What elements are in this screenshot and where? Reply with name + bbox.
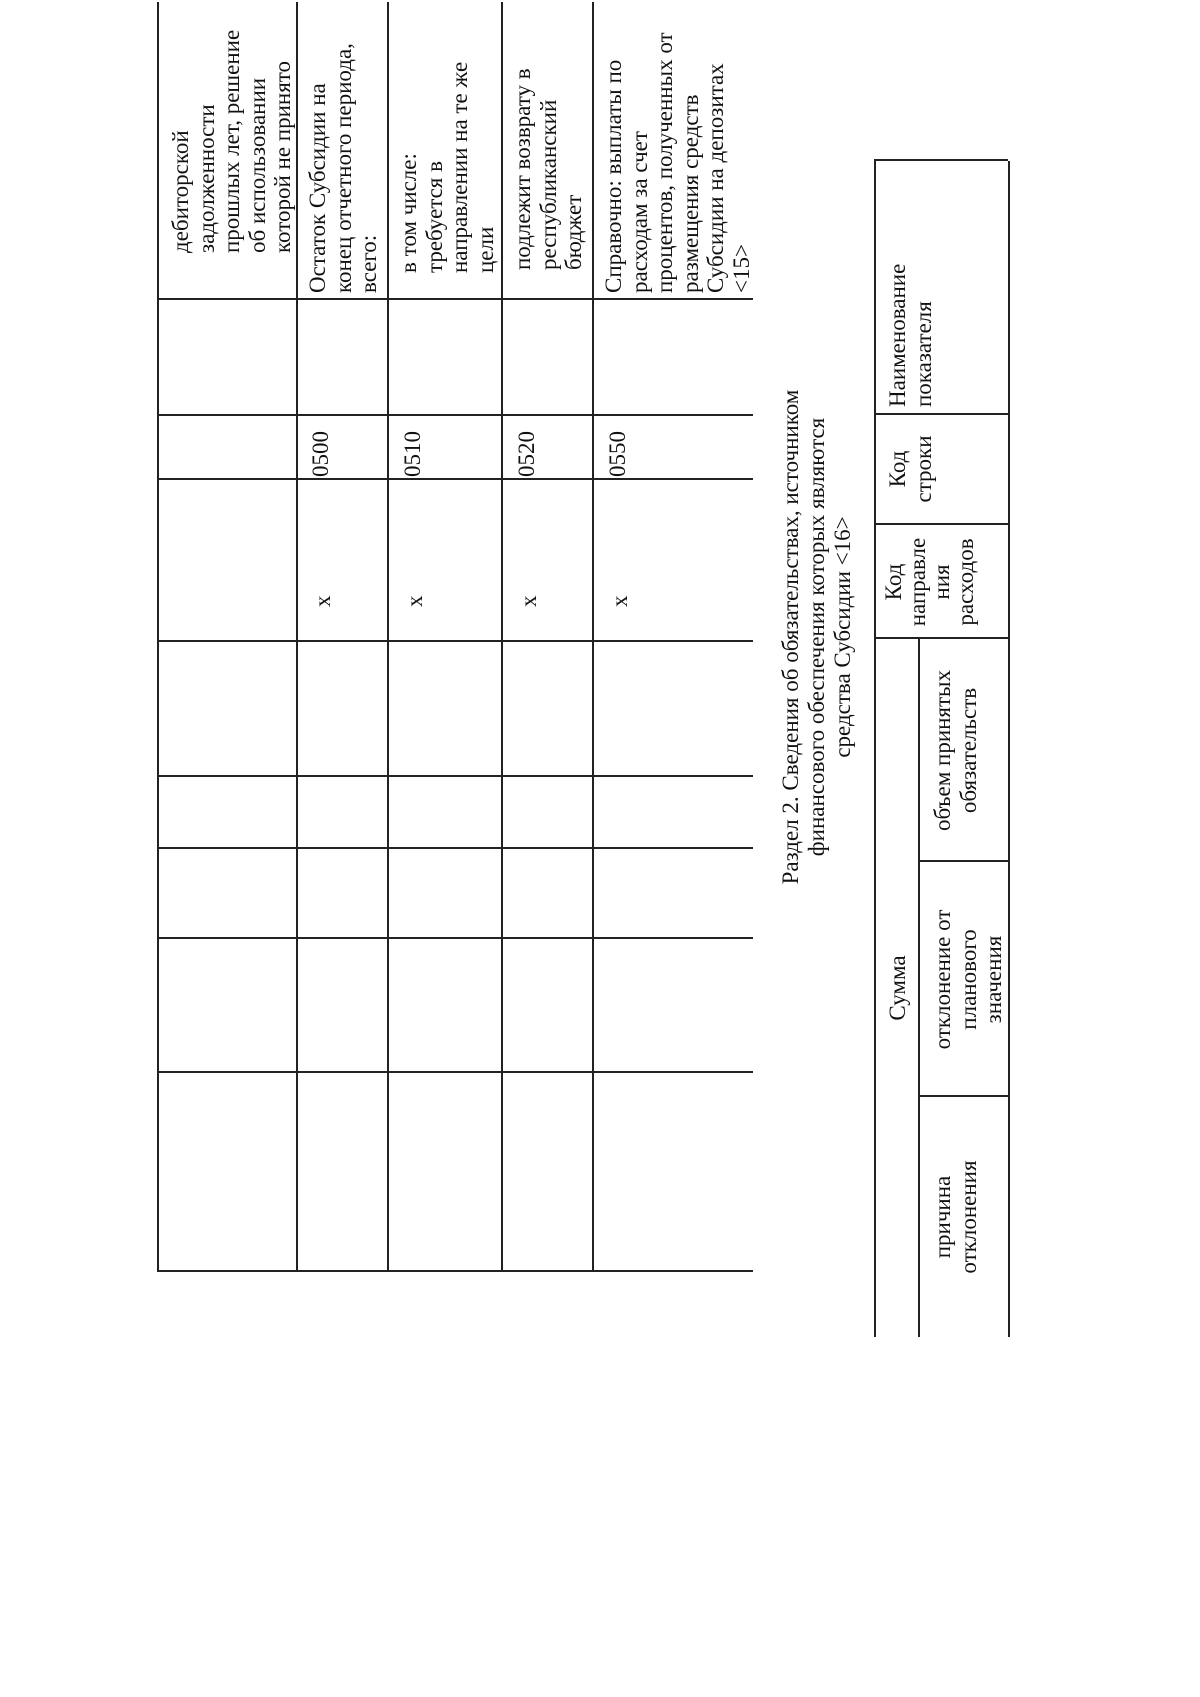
table1-row-line (592, 2, 594, 1272)
table1-row-line (501, 2, 503, 1272)
table1-row-code: 0510 (400, 431, 425, 477)
table2-row-line (918, 639, 920, 1337)
table1-col-line (157, 1072, 753, 1074)
table1-row-name: в том числе: требуется в направлении на те же цели (396, 61, 498, 273)
header-deviation: отклонение от планового значения (930, 909, 1006, 1050)
header-reason: причина отклонения (930, 1160, 981, 1274)
table1-row-name: Остаток Субсидии на конец отчетного периода, всего: (305, 43, 381, 293)
table1-col-line (157, 848, 753, 850)
table1-col-line (157, 479, 753, 481)
table1-row-line (157, 2, 159, 1272)
header-row-code: Код строки (885, 435, 936, 503)
table1-col-line (157, 776, 753, 778)
table1-row-name: Справочно: выплаты по расходам за счет процентов, полученных от размещения средств Субсидии на депозитах <15> (601, 32, 754, 293)
table1-col-line (157, 1271, 753, 1273)
table1-col-line (157, 299, 753, 301)
table2-col-line (874, 414, 1008, 416)
table2-col-line (874, 524, 1008, 526)
table1-row-code: 0550 (605, 431, 630, 477)
table1-row-line (387, 2, 389, 1272)
header-obligations: объем принятых обязательств (930, 669, 981, 832)
header-direction-code: Код направле ния расходов (881, 537, 978, 627)
table1-row-mark: x (402, 595, 427, 607)
table1-row-name: дебиторской задолженности прошлых лет, решение об использовании которой не принято (168, 29, 295, 253)
table1-col-line (157, 641, 753, 643)
table2-row-line (874, 161, 876, 1337)
section-2-title: Раздел 2. Сведения об обязательствах, источником финансового обеспечения которых являются средства Субсидии <16> (778, 389, 855, 885)
header-indicator-name: Наименование показателя (885, 263, 936, 407)
header-sum: Сумма (885, 955, 910, 1021)
table1-row-line (296, 2, 298, 1272)
table1-row-code: 0520 (514, 431, 539, 477)
table2-row-line (1008, 161, 1010, 1337)
table1-row-mark: x (516, 595, 541, 607)
table2-col-line (874, 638, 1008, 640)
table1-row-name: подлежит возврату в республиканский бюджет (510, 68, 586, 270)
table1-row-code: 0500 (308, 431, 333, 477)
table1-col-line (157, 938, 753, 940)
table1-row-mark: x (607, 595, 632, 607)
table1-row-mark: x (310, 595, 335, 607)
table1-col-line (157, 415, 753, 417)
